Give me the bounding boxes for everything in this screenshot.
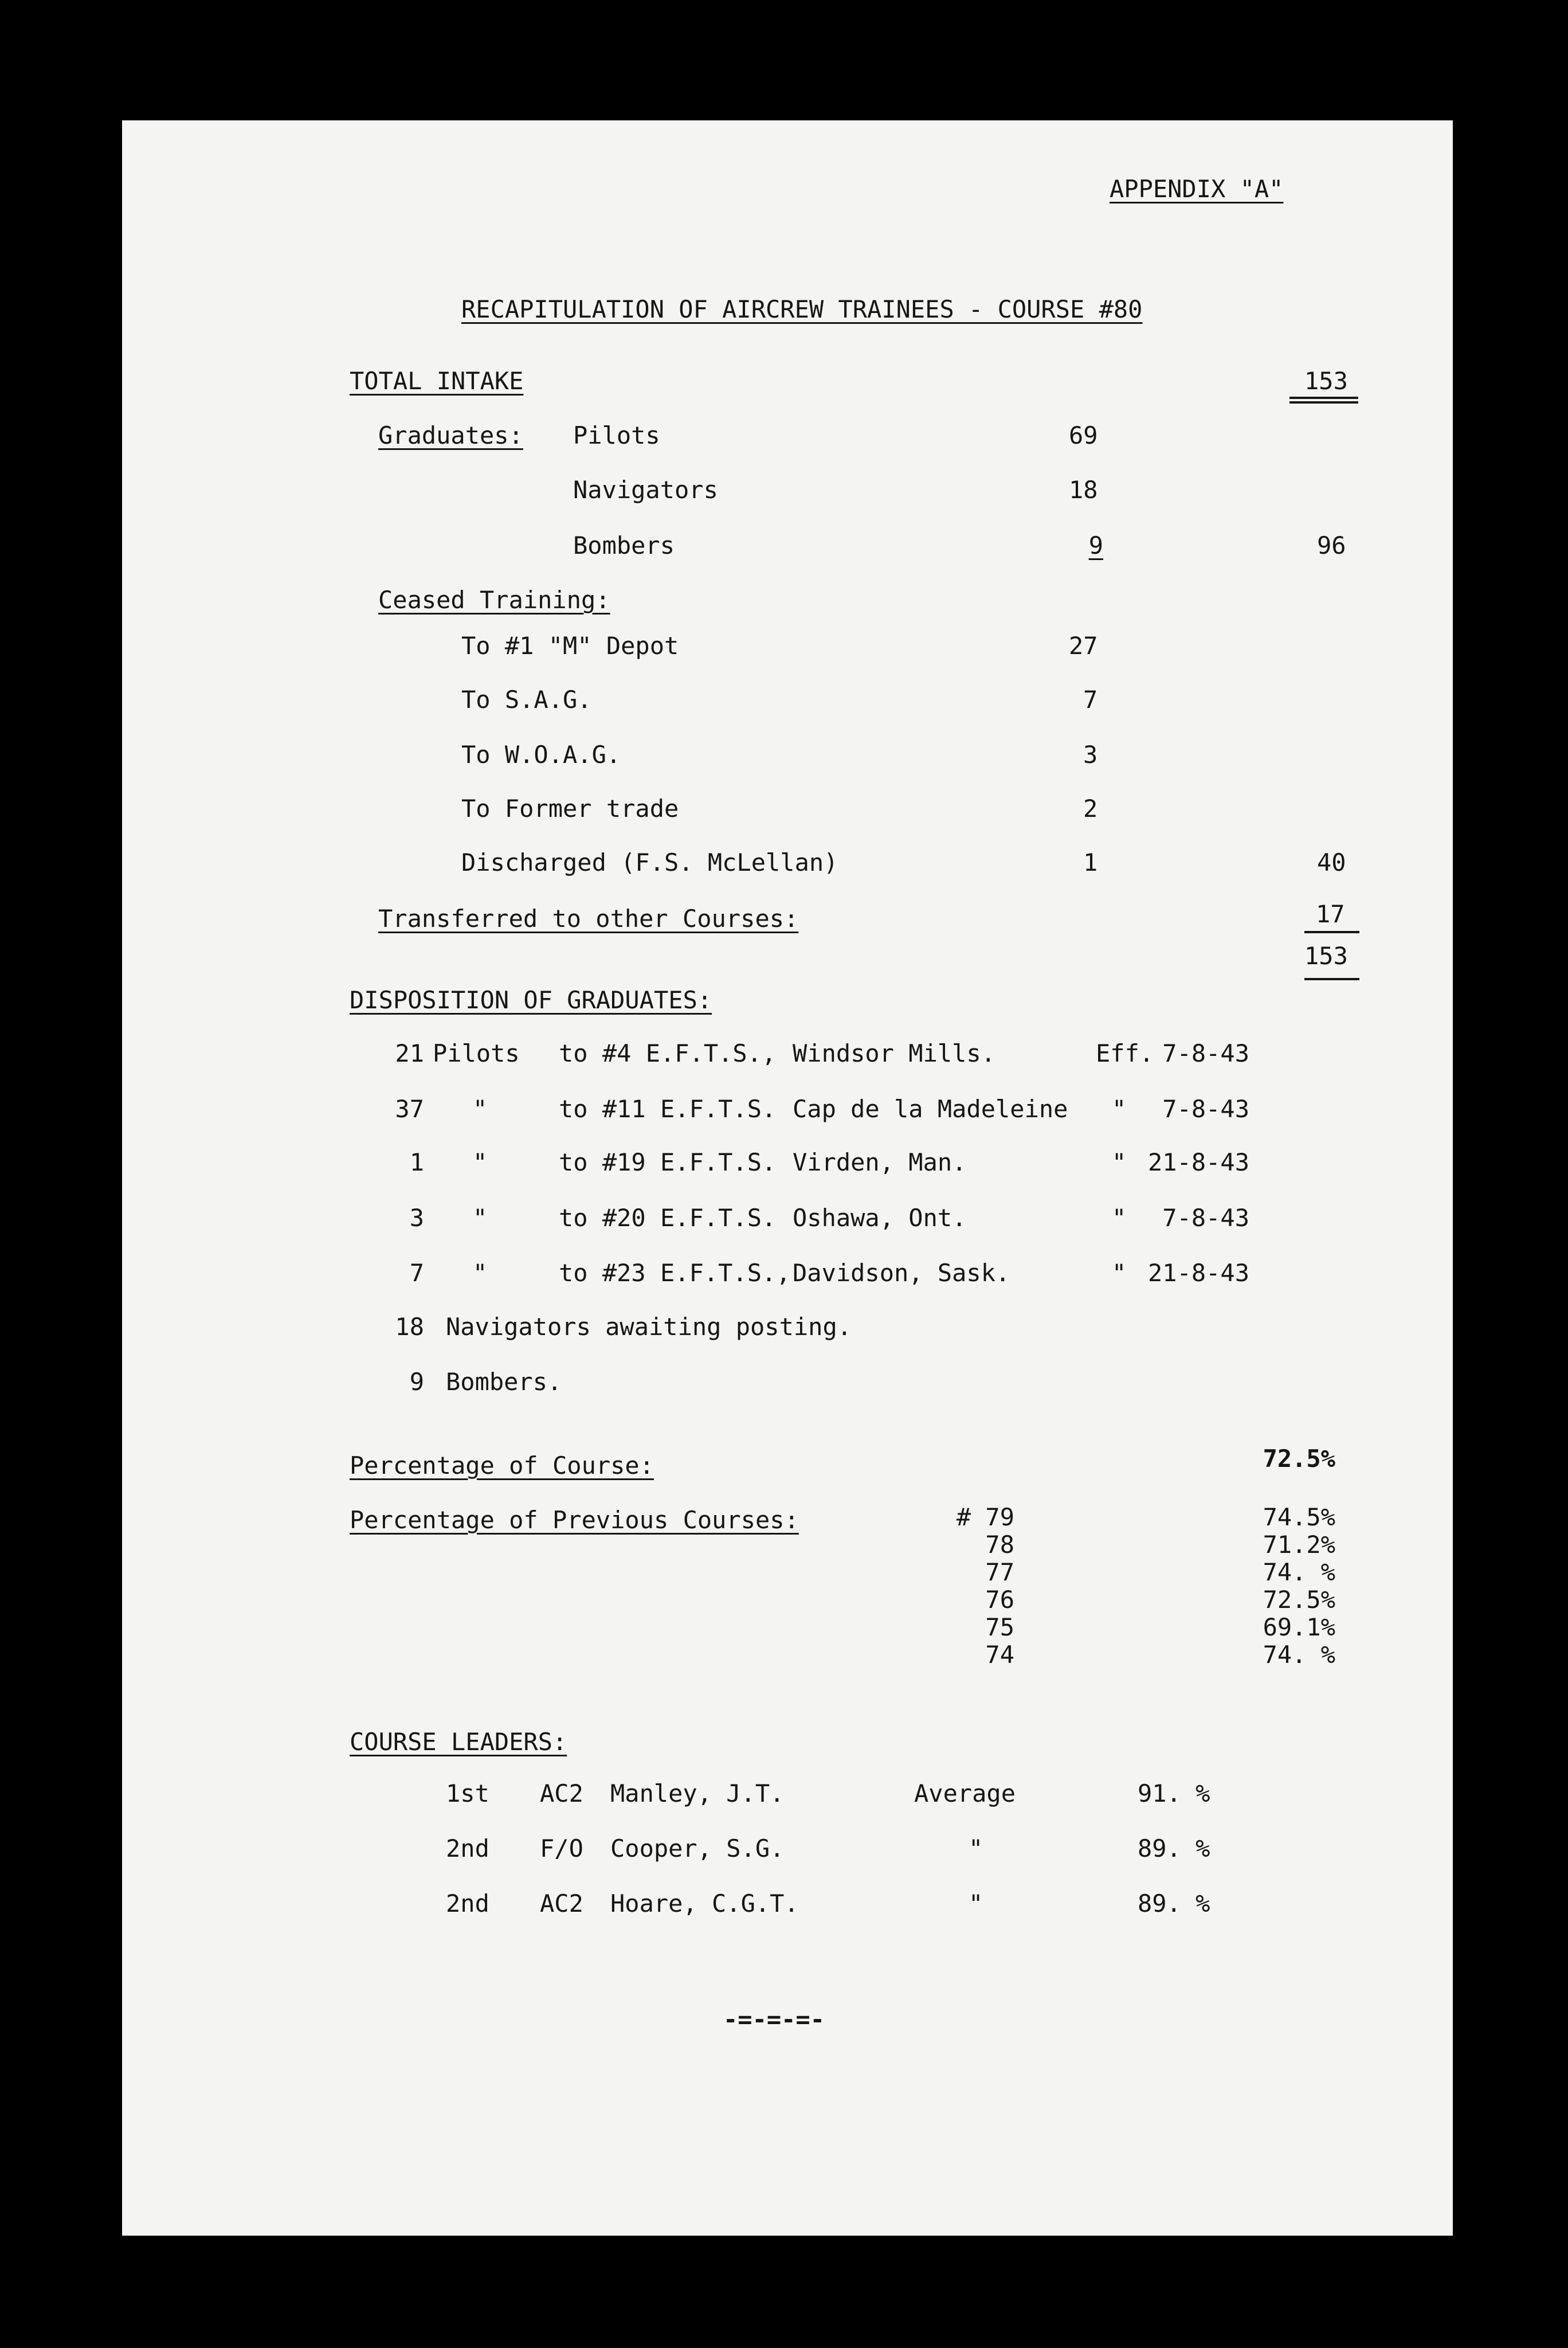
leader-name: Hoare, C.G.T. (610, 1889, 799, 1917)
ceased-row-value: 3 (1083, 741, 1098, 769)
previous-course-number: # 79 (956, 1503, 1014, 1531)
disposition-eff: " (1112, 1148, 1127, 1176)
disposition-count: 3 (409, 1204, 424, 1232)
previous-course-value: 74.5% (1263, 1503, 1335, 1531)
previous-course-number: 77 (985, 1558, 1014, 1586)
leader-place: 1st (446, 1779, 489, 1807)
leader-average-label: " (969, 1834, 983, 1862)
disposition-dest: to #20 E.F.T.S. (559, 1204, 777, 1232)
percentage-course-label: Percentage of Course: (350, 1451, 654, 1480)
disposition-dest: to #11 E.F.T.S. (559, 1095, 777, 1123)
disposition-eff: " (1112, 1259, 1127, 1287)
page-title: RECAPITULATION OF AIRCREW TRAINEES - COURSE #80 (461, 295, 1143, 323)
disposition-place: Windsor Mills. (793, 1039, 996, 1067)
disposition-eff: " (1112, 1095, 1127, 1123)
graduates-navigators-value: 18 (1069, 476, 1098, 504)
ceased-row-label: Discharged (F.S. McLellan) (461, 848, 838, 876)
leader-average-value: 91. % (1138, 1779, 1210, 1807)
appendix-label: APPENDIX "A" (1110, 175, 1284, 203)
leader-name: Cooper, S.G. (610, 1834, 785, 1862)
previous-courses-label: Percentage of Previous Courses: (350, 1506, 799, 1534)
graduates-pilots-value: 69 (1069, 421, 1098, 449)
leader-name: Manley, J.T. (610, 1779, 785, 1807)
ceased-total: 40 (1317, 848, 1346, 876)
total-intake-value: 153 (1304, 367, 1348, 395)
leader-average-label: Average (914, 1779, 1016, 1807)
leader-rank: F/O (540, 1834, 583, 1862)
leaders-heading: COURSE LEADERS: (350, 1728, 567, 1756)
disposition-place: Oshawa, Ont. (793, 1204, 967, 1232)
disposition-eff: " (1112, 1204, 1127, 1232)
disposition-type: " (473, 1259, 488, 1287)
disposition-type: " (473, 1148, 488, 1176)
leader-place: 2nd (446, 1834, 489, 1862)
disposition-date: 7-8-43 (1162, 1095, 1249, 1123)
disposition-date: 21-8-43 (1147, 1259, 1249, 1287)
percentage-course-value: 72.5% (1263, 1445, 1335, 1473)
leader-average-label: " (969, 1889, 983, 1917)
disposition-heading: DISPOSITION OF GRADUATES: (350, 986, 712, 1014)
transferred-label: Transferred to other Courses: (378, 905, 799, 933)
navigators-text: Navigators awaiting posting. (446, 1313, 852, 1341)
disposition-place: Virden, Man. (793, 1148, 967, 1176)
leader-rank: AC2 (540, 1889, 583, 1917)
graduates-bombers-label: Bombers (573, 531, 675, 559)
disposition-place: Davidson, Sask. (793, 1259, 1010, 1287)
graduates-bombers-value: 9 (1088, 531, 1103, 559)
sum-rule (1304, 931, 1359, 933)
ceased-row-label: To S.A.G. (461, 686, 592, 714)
total-rule (1304, 978, 1359, 980)
grand-total: 153 (1304, 942, 1348, 970)
leader-average-value: 89. % (1138, 1834, 1210, 1862)
disposition-date: 7-8-43 (1162, 1204, 1249, 1232)
previous-course-number: 78 (985, 1531, 1014, 1559)
disposition-count: 7 (409, 1259, 424, 1287)
ceased-row-value: 27 (1069, 632, 1098, 660)
transferred-value: 17 (1316, 900, 1345, 928)
leader-place: 2nd (446, 1889, 489, 1917)
disposition-date: 21-8-43 (1147, 1148, 1249, 1176)
disposition-count: 37 (395, 1095, 424, 1123)
disposition-dest: to #19 E.F.T.S. (559, 1148, 777, 1176)
ceased-row-label: To Former trade (461, 795, 679, 823)
leader-average-value: 89. % (1138, 1889, 1210, 1917)
ceased-row-label: To #1 "M" Depot (461, 632, 679, 660)
disposition-count: 1 (409, 1148, 424, 1176)
ceased-row-value: 2 (1083, 795, 1098, 823)
bombers-count: 9 (409, 1368, 424, 1396)
disposition-dest: to #23 E.F.T.S., (559, 1259, 791, 1287)
end-mark: -=-=-=- (723, 2005, 825, 2033)
ceased-row-label: To W.O.A.G. (461, 741, 621, 769)
disposition-eff: Eff. (1096, 1039, 1154, 1067)
ceased-row-value: 1 (1083, 848, 1098, 876)
double-underline (1289, 397, 1358, 404)
previous-course-value: 72.5% (1263, 1586, 1335, 1614)
leader-rank: AC2 (540, 1779, 583, 1807)
disposition-place: Cap de la Madeleine (793, 1095, 1068, 1123)
disposition-type: " (473, 1095, 488, 1123)
previous-course-value: 74. % (1263, 1641, 1335, 1669)
disposition-type: Pilots (433, 1039, 520, 1067)
graduates-total: 96 (1317, 531, 1346, 559)
previous-course-value: 74. % (1263, 1558, 1335, 1586)
previous-course-number: 74 (985, 1641, 1014, 1669)
disposition-dest: to #4 E.F.T.S., (559, 1039, 777, 1067)
ceased-row-value: 7 (1083, 686, 1098, 714)
graduates-heading: Graduates: (378, 421, 523, 449)
previous-course-number: 75 (985, 1613, 1014, 1641)
ceased-heading: Ceased Training: (378, 586, 610, 614)
graduates-pilots-label: Pilots (573, 421, 660, 449)
bombers-text: Bombers. (446, 1368, 562, 1396)
disposition-count: 21 (395, 1039, 424, 1067)
previous-course-number: 76 (985, 1586, 1014, 1614)
total-intake-label: TOTAL INTAKE (350, 367, 524, 395)
navigators-count: 18 (395, 1313, 424, 1341)
disposition-date: 7-8-43 (1162, 1039, 1249, 1067)
graduates-navigators-label: Navigators (573, 476, 718, 504)
document-page (122, 120, 1453, 2236)
previous-course-value: 69.1% (1263, 1613, 1335, 1641)
disposition-type: " (473, 1204, 488, 1232)
previous-course-value: 71.2% (1263, 1531, 1335, 1559)
